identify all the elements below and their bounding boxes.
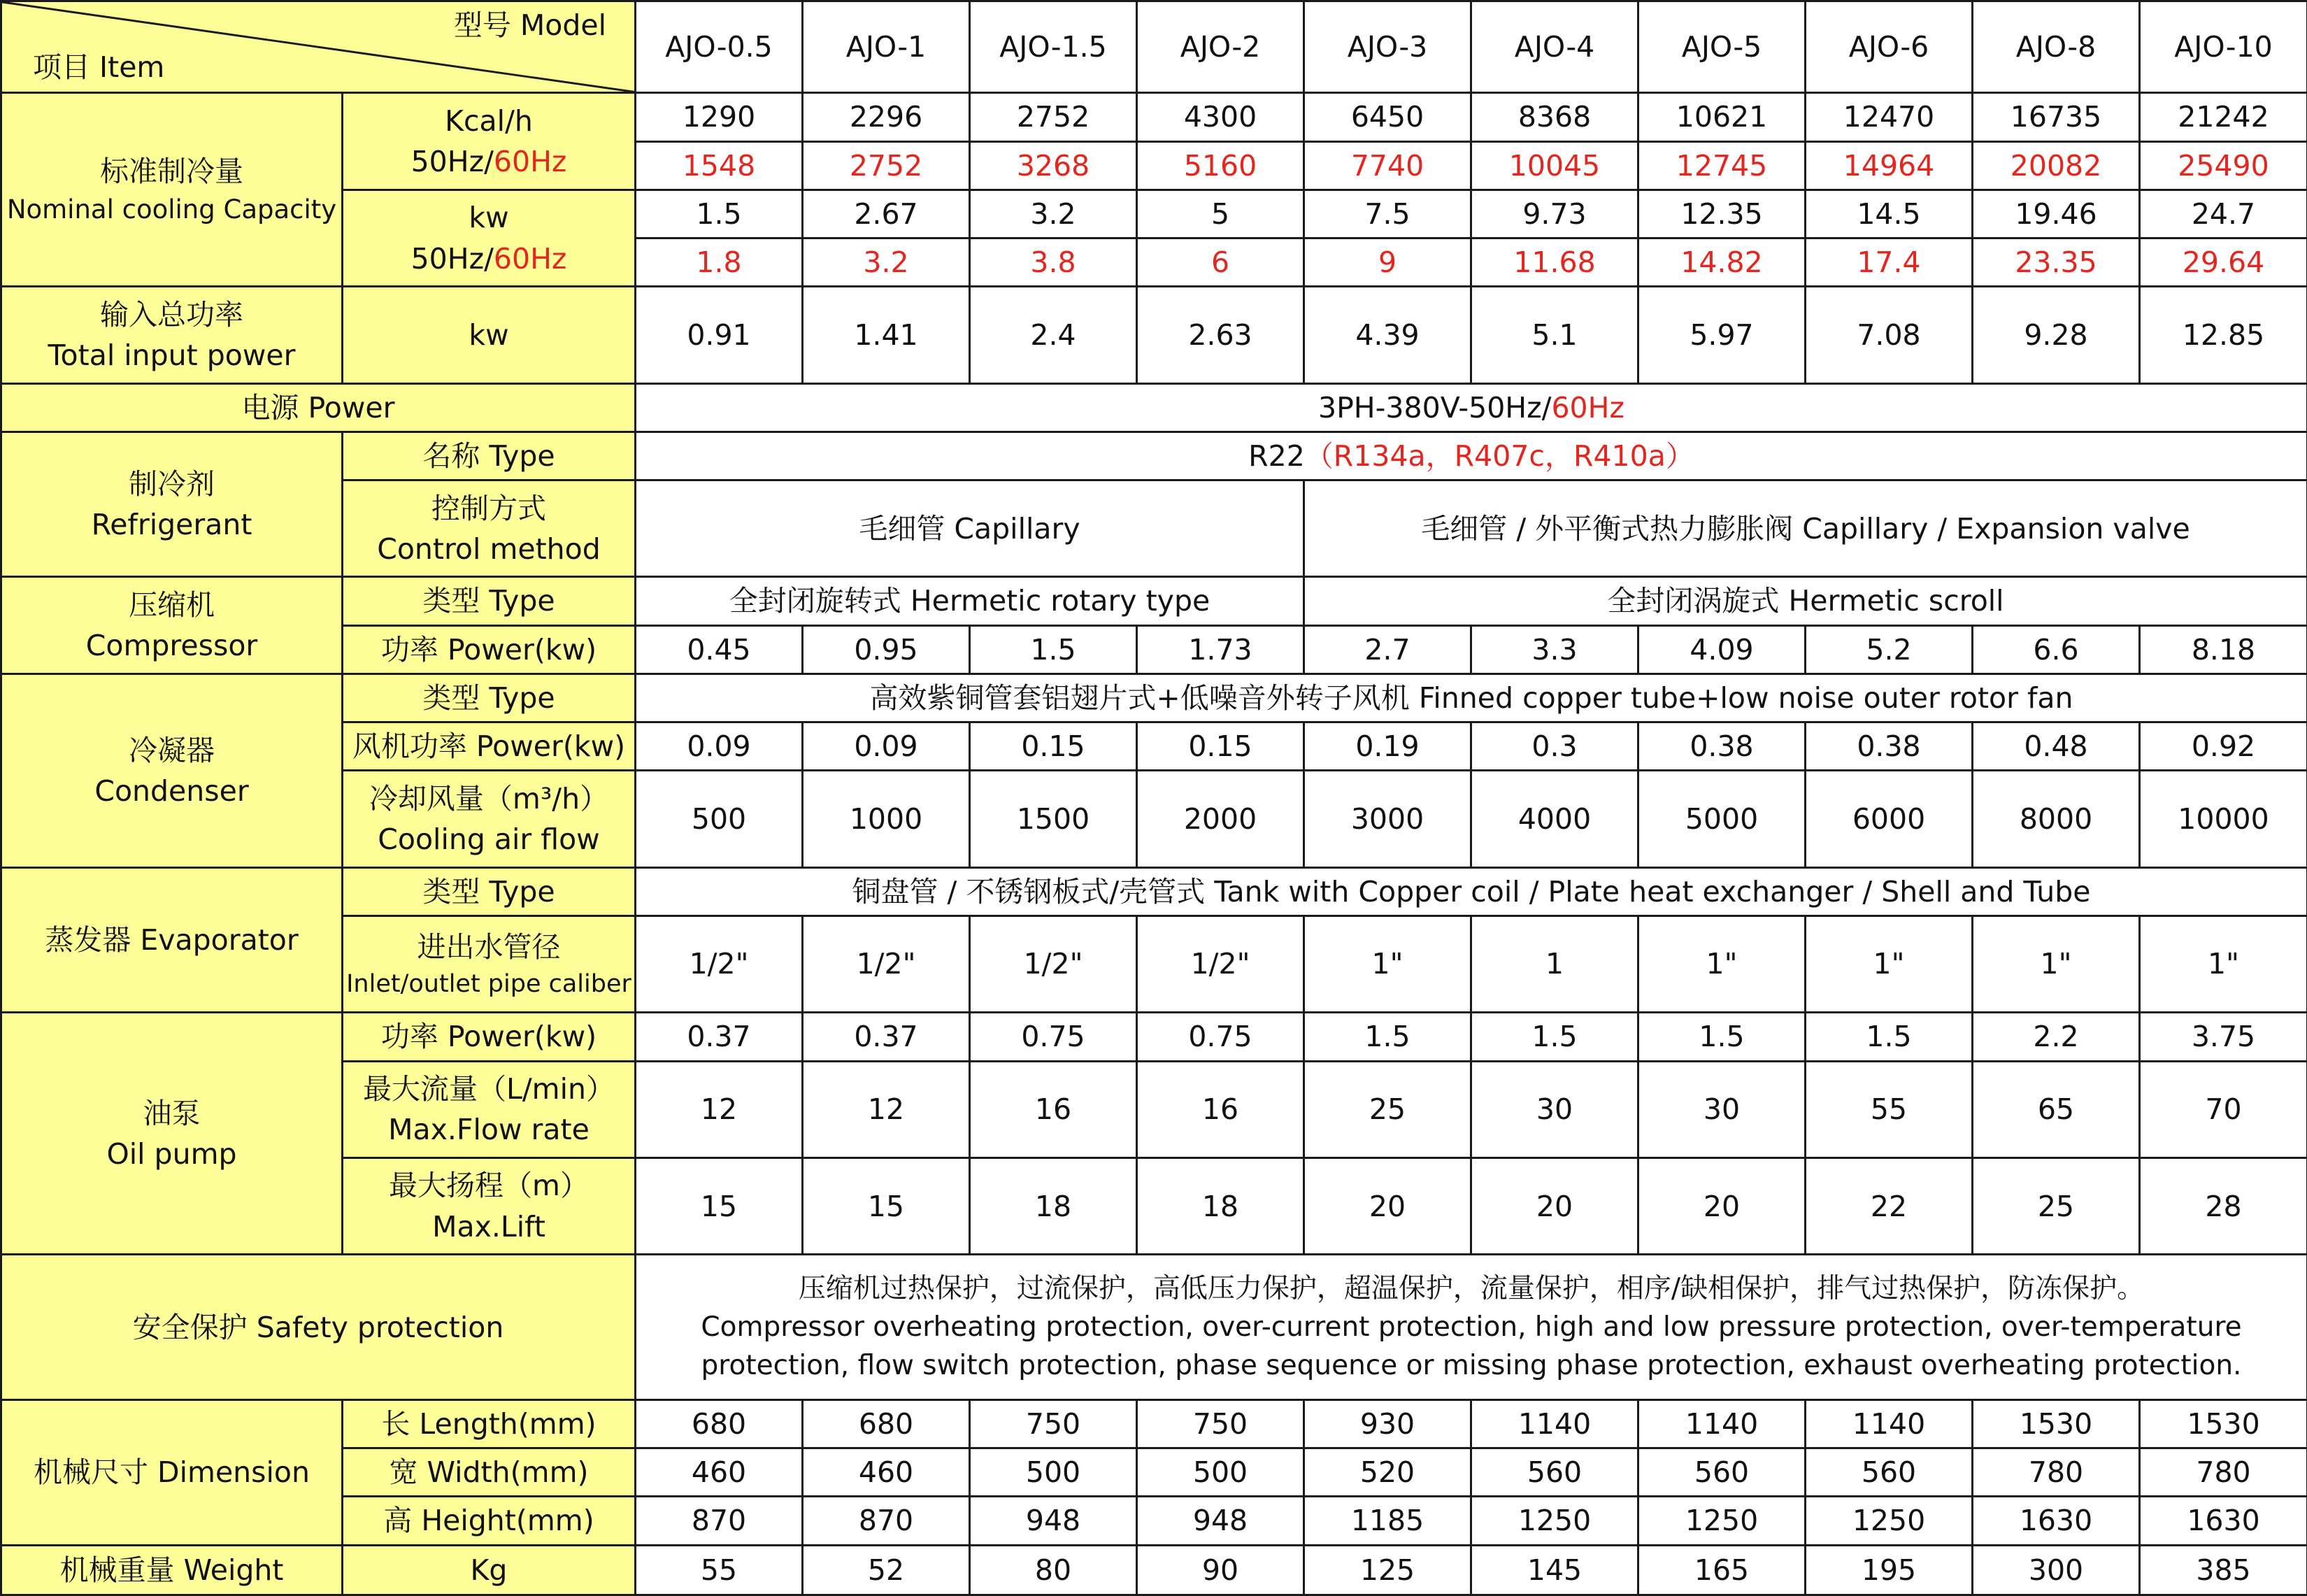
condenser-fan-label: 风机功率 Power(kw) bbox=[343, 722, 636, 771]
model-header: AJO-2 bbox=[1137, 1, 1304, 93]
table-cell: 1.5 bbox=[970, 625, 1137, 674]
input-power-label-cn: 输入总功率 bbox=[100, 297, 243, 332]
table-cell: 5 bbox=[1137, 190, 1304, 238]
table-cell: 15 bbox=[803, 1157, 970, 1254]
model-header: AJO-1 bbox=[803, 1, 970, 93]
table-cell: 500 bbox=[970, 1448, 1137, 1497]
hz50-label: 50Hz/ bbox=[410, 145, 494, 179]
evaporator-type-label: 类型 Type bbox=[343, 867, 636, 915]
condenser-label-cn: 冷凝器 bbox=[129, 733, 215, 767]
table-cell: 1548 bbox=[636, 141, 803, 190]
cooling-kw-unit-cell bbox=[343, 190, 636, 286]
table-cell: 12 bbox=[636, 1061, 803, 1157]
table-cell: 1250 bbox=[1638, 1497, 1806, 1545]
model-header: AJO-4 bbox=[1471, 1, 1638, 93]
model-header: AJO-0.5 bbox=[636, 1, 803, 93]
model-header: AJO-5 bbox=[1638, 1, 1806, 93]
control-method-small: 毛细管 Capillary bbox=[636, 480, 1304, 577]
model-header: AJO-3 bbox=[1304, 1, 1471, 93]
table-cell: 8.18 bbox=[2140, 625, 2307, 674]
table-cell: 28 bbox=[2140, 1157, 2307, 1254]
safety-value bbox=[636, 1255, 2307, 1400]
table-cell: 948 bbox=[1137, 1497, 1304, 1545]
table-cell: 4000 bbox=[1471, 771, 1638, 867]
table-cell: 1530 bbox=[1973, 1399, 2140, 1448]
input-power-row bbox=[1, 287, 2307, 383]
table-cell: 500 bbox=[636, 771, 803, 867]
table-cell: 0.15 bbox=[1137, 722, 1304, 771]
safety-line-en-1: Compressor overheating protection, over-current protection, high and low pressure protection, over-temperature bbox=[701, 1311, 2242, 1343]
table-cell: 1.5 bbox=[1638, 1013, 1806, 1061]
table-cell: 16 bbox=[970, 1061, 1137, 1157]
pipe-caliber-label-cn: 进出水管径 bbox=[417, 929, 561, 964]
table-cell: 1185 bbox=[1304, 1497, 1471, 1545]
model-header: AJO-1.5 bbox=[970, 1, 1137, 93]
table-cell: 5.1 bbox=[1471, 287, 1638, 383]
hz60-label: 60Hz bbox=[493, 145, 567, 179]
table-cell: 1140 bbox=[1471, 1399, 1638, 1448]
refrigerant-control-row bbox=[1, 480, 2307, 577]
safety-line-en-2: protection, flow switch protection, phase sequence or missing phase protection, exhaust overheating protection. bbox=[701, 1350, 2242, 1382]
table-cell: 1140 bbox=[1638, 1399, 1806, 1448]
power-supply-red: 60Hz bbox=[1551, 390, 1624, 425]
control-method-label-en: Control method bbox=[377, 532, 601, 566]
input-power-label bbox=[1, 287, 343, 383]
evaporator-label: 蒸发器 Evaporator bbox=[1, 867, 343, 1013]
table-cell: 1.8 bbox=[636, 238, 803, 287]
table-cell: 29.64 bbox=[2140, 238, 2307, 287]
table-cell: 25490 bbox=[2140, 141, 2307, 190]
width-label: 宽 Width(mm) bbox=[343, 1448, 636, 1497]
table-cell: 560 bbox=[1471, 1448, 1638, 1497]
cooling-air-flow-label-cn: 冷却风量（m³/h） bbox=[369, 781, 609, 815]
oil-pump-power-row bbox=[1, 1013, 2307, 1061]
max-lift-label-en: Max.Lift bbox=[432, 1209, 545, 1244]
table-cell: 1.5 bbox=[636, 190, 803, 238]
power-supply-value bbox=[636, 383, 2307, 432]
table-cell: 30 bbox=[1638, 1061, 1806, 1157]
compressor-label-cn: 压缩机 bbox=[129, 587, 215, 622]
table-cell: 460 bbox=[803, 1448, 970, 1497]
table-cell: 0.37 bbox=[636, 1013, 803, 1061]
table-cell: 1500 bbox=[970, 771, 1137, 867]
cooling-kcal-50-row bbox=[1, 93, 2307, 141]
table-cell: 25 bbox=[1304, 1061, 1471, 1157]
table-cell: 5160 bbox=[1137, 141, 1304, 190]
table-cell: 1250 bbox=[1806, 1497, 1973, 1545]
weight-unit: Kg bbox=[343, 1545, 636, 1595]
cooling-kcal-unit-cell bbox=[343, 93, 636, 190]
table-cell: 1/2" bbox=[1137, 915, 1304, 1012]
dimension-label: 机械尺寸 Dimension bbox=[1, 1399, 343, 1545]
oil-pump-label bbox=[1, 1013, 343, 1255]
table-cell: 9 bbox=[1304, 238, 1471, 287]
header-corner-cell bbox=[1, 1, 636, 93]
table-cell: 3.2 bbox=[803, 238, 970, 287]
cooling-kw-50-row bbox=[1, 190, 2307, 238]
table-cell: 0.19 bbox=[1304, 722, 1471, 771]
max-flow-label bbox=[343, 1061, 636, 1157]
table-cell: 18 bbox=[1137, 1157, 1304, 1254]
table-cell: 2.7 bbox=[1304, 625, 1471, 674]
table-cell: 4.09 bbox=[1638, 625, 1806, 674]
table-cell: 1.73 bbox=[1137, 625, 1304, 674]
table-cell: 11.68 bbox=[1471, 238, 1638, 287]
table-cell: 15 bbox=[636, 1157, 803, 1254]
table-cell: 2752 bbox=[803, 141, 970, 190]
table-cell: 460 bbox=[636, 1448, 803, 1497]
table-cell: 2.63 bbox=[1137, 287, 1304, 383]
evaporator-pipe-row bbox=[1, 915, 2307, 1012]
power-supply-main: 3PH-380V-50Hz/ bbox=[1318, 390, 1552, 425]
table-cell: 780 bbox=[1973, 1448, 2140, 1497]
table-cell: 1.5 bbox=[1806, 1013, 1973, 1061]
table-cell: 6.6 bbox=[1973, 625, 2140, 674]
safety-label: 安全保护 Safety protection bbox=[1, 1255, 636, 1400]
table-cell: 1" bbox=[1806, 915, 1973, 1012]
table-cell: 14.82 bbox=[1638, 238, 1806, 287]
table-cell: 1/2" bbox=[803, 915, 970, 1012]
refrigerant-type-main: R22 bbox=[1248, 439, 1305, 473]
table-cell: 1/2" bbox=[970, 915, 1137, 1012]
compressor-power-label: 功率 Power(kw) bbox=[343, 625, 636, 674]
table-cell: 19.46 bbox=[1973, 190, 2140, 238]
table-cell: 1630 bbox=[2140, 1497, 2307, 1545]
table-cell: 0.75 bbox=[1137, 1013, 1304, 1061]
table-cell: 12.85 bbox=[2140, 287, 2307, 383]
evaporator-type-value: 铜盘管 / 不锈钢板式/壳管式 Tank with Copper coil / Plate heat exchanger / Shell and Tube bbox=[636, 867, 2307, 915]
table-cell: 52 bbox=[803, 1545, 970, 1595]
table-cell: 520 bbox=[1304, 1448, 1471, 1497]
table-cell: 4.39 bbox=[1304, 287, 1471, 383]
table-cell: 21242 bbox=[2140, 93, 2307, 141]
table-cell: 0.48 bbox=[1973, 722, 2140, 771]
table-cell: 560 bbox=[1638, 1448, 1806, 1497]
table-cell: 948 bbox=[970, 1497, 1137, 1545]
table-cell: 2.4 bbox=[970, 287, 1137, 383]
table-cell: 0.38 bbox=[1806, 722, 1973, 771]
model-label: 型号 Model bbox=[453, 8, 606, 42]
table-cell: 5000 bbox=[1638, 771, 1806, 867]
table-cell: 2.2 bbox=[1973, 1013, 2140, 1061]
dimension-height-row bbox=[1, 1497, 2307, 1545]
condenser-fan-row bbox=[1, 722, 2307, 771]
table-cell: 55 bbox=[1806, 1061, 1973, 1157]
table-cell: 0.38 bbox=[1638, 722, 1806, 771]
table-cell: 14.5 bbox=[1806, 190, 1973, 238]
cooling-label-cn: 标准制冷量 bbox=[100, 154, 243, 188]
table-cell: 930 bbox=[1304, 1399, 1471, 1448]
table-cell: 7.08 bbox=[1806, 287, 1973, 383]
cooling-air-flow-label-en: Cooling air flow bbox=[378, 822, 600, 856]
table-cell: 20082 bbox=[1973, 141, 2140, 190]
dimension-width-row bbox=[1, 1448, 2307, 1497]
refrigerant-type-row bbox=[1, 432, 2307, 480]
cooling-kw-unit: kw bbox=[469, 201, 509, 235]
refrigerant-label-en: Refrigerant bbox=[91, 508, 252, 542]
table-cell: 20 bbox=[1304, 1157, 1471, 1254]
table-cell: 30 bbox=[1471, 1061, 1638, 1157]
table-cell: 0.3 bbox=[1471, 722, 1638, 771]
table-cell: 6000 bbox=[1806, 771, 1973, 867]
max-flow-label-cn: 最大流量（L/min） bbox=[363, 1072, 615, 1106]
table-cell: 1" bbox=[1638, 915, 1806, 1012]
safety-line-cn: 压缩机过热保护，过流保护，高低压力保护，超温保护，流量保护，相序/缺相保护，排气过热保护，防冻保护。 bbox=[798, 1272, 2145, 1304]
table-cell: 0.95 bbox=[803, 625, 970, 674]
table-cell: 16735 bbox=[1973, 93, 2140, 141]
table-cell: 1.41 bbox=[803, 287, 970, 383]
compressor-type-row bbox=[1, 577, 2307, 625]
cooling-capacity-label bbox=[1, 93, 343, 287]
table-cell: 9.28 bbox=[1973, 287, 2140, 383]
table-cell: 90 bbox=[1137, 1545, 1304, 1595]
oil-pump-lift-row bbox=[1, 1157, 2307, 1254]
table-cell: 25 bbox=[1973, 1157, 2140, 1254]
compressor-type-small: 全封闭旋转式 Hermetic rotary type bbox=[636, 577, 1304, 625]
table-cell: 3000 bbox=[1304, 771, 1471, 867]
table-cell: 0.15 bbox=[970, 722, 1137, 771]
compressor-label-en: Compressor bbox=[85, 629, 258, 663]
table-cell: 3.75 bbox=[2140, 1013, 2307, 1061]
table-cell: 2752 bbox=[970, 93, 1137, 141]
table-cell: 20 bbox=[1638, 1157, 1806, 1254]
table-cell: 65 bbox=[1973, 1061, 2140, 1157]
control-method-label bbox=[343, 480, 636, 577]
height-label: 高 Height(mm) bbox=[343, 1497, 636, 1545]
refrigerant-label-cn: 制冷剂 bbox=[129, 466, 215, 501]
table-cell: 1.5 bbox=[1471, 1013, 1638, 1061]
compressor-power-row bbox=[1, 625, 2307, 674]
table-cell: 3.8 bbox=[970, 238, 1137, 287]
table-cell: 3.2 bbox=[970, 190, 1137, 238]
table-cell: 3268 bbox=[970, 141, 1137, 190]
table-cell: 1" bbox=[1304, 915, 1471, 1012]
refrigerant-type-alt: （R134a，R407c，R410a） bbox=[1304, 439, 1694, 473]
condenser-type-value: 高效紫铜管套铝翅片式+低噪音外转子风机 Finned copper tube+low noise outer rotor fan bbox=[636, 674, 2307, 722]
table-cell: 2296 bbox=[803, 93, 970, 141]
table-cell: 16 bbox=[1137, 1061, 1304, 1157]
table-cell: 1630 bbox=[1973, 1497, 2140, 1545]
control-method-label-cn: 控制方式 bbox=[431, 491, 546, 525]
table-cell: 1" bbox=[2140, 915, 2307, 1012]
table-cell: 125 bbox=[1304, 1545, 1471, 1595]
table-cell: 8000 bbox=[1973, 771, 2140, 867]
weight-row bbox=[1, 1545, 2307, 1595]
model-header: AJO-6 bbox=[1806, 1, 1973, 93]
model-header: AJO-8 bbox=[1973, 1, 2140, 93]
table-cell: 385 bbox=[2140, 1545, 2307, 1595]
table-cell: 1530 bbox=[2140, 1399, 2307, 1448]
table-cell: 165 bbox=[1638, 1545, 1806, 1595]
table-cell: 680 bbox=[803, 1399, 970, 1448]
table-cell: 780 bbox=[2140, 1448, 2307, 1497]
table-cell: 870 bbox=[636, 1497, 803, 1545]
table-cell: 1.5 bbox=[1304, 1013, 1471, 1061]
table-cell: 0.37 bbox=[803, 1013, 970, 1061]
length-label: 长 Length(mm) bbox=[343, 1399, 636, 1448]
condenser-label-en: Condenser bbox=[94, 774, 249, 808]
table-cell: 17.4 bbox=[1806, 238, 1973, 287]
table-cell: 8368 bbox=[1471, 93, 1638, 141]
input-power-unit: kw bbox=[343, 287, 636, 383]
table-cell: 20 bbox=[1471, 1157, 1638, 1254]
input-power-label-en: Total input power bbox=[48, 338, 296, 372]
power-supply-row bbox=[1, 383, 2307, 432]
table-cell: 4300 bbox=[1137, 93, 1304, 141]
oil-pump-label-en: Oil pump bbox=[106, 1137, 237, 1171]
table-cell: 870 bbox=[803, 1497, 970, 1545]
model-header: AJO-10 bbox=[2140, 1, 2307, 93]
table-cell: 7740 bbox=[1304, 141, 1471, 190]
table-cell: 12745 bbox=[1638, 141, 1806, 190]
max-flow-label-en: Max.Flow rate bbox=[388, 1113, 590, 1147]
table-cell: 2.67 bbox=[803, 190, 970, 238]
table-cell: 0.09 bbox=[803, 722, 970, 771]
table-cell: 12.35 bbox=[1638, 190, 1806, 238]
table-cell: 680 bbox=[636, 1399, 803, 1448]
table-cell: 750 bbox=[1137, 1399, 1304, 1448]
hz50-label: 50Hz/ bbox=[410, 241, 494, 276]
table-cell: 1" bbox=[1973, 915, 2140, 1012]
evaporator-type-row bbox=[1, 867, 2307, 915]
refrigerant-type-label: 名称 Type bbox=[343, 432, 636, 480]
table-cell: 55 bbox=[636, 1545, 803, 1595]
table-cell: 0.09 bbox=[636, 722, 803, 771]
oil-pump-power-label: 功率 Power(kw) bbox=[343, 1013, 636, 1061]
table-cell: 6450 bbox=[1304, 93, 1471, 141]
condenser-type-label: 类型 Type bbox=[343, 674, 636, 722]
cooling-label-en: Nominal cooling Capacity bbox=[6, 194, 337, 225]
table-cell: 10621 bbox=[1638, 93, 1806, 141]
cooling-air-flow-label bbox=[343, 771, 636, 867]
compressor-label bbox=[1, 577, 343, 674]
control-method-large: 毛细管 / 外平衡式热力膨胀阀 Capillary / Expansion valve bbox=[1304, 480, 2307, 577]
weight-label: 机械重量 Weight bbox=[1, 1545, 343, 1595]
table-cell: 1/2" bbox=[636, 915, 803, 1012]
table-cell: 560 bbox=[1806, 1448, 1973, 1497]
table-cell: 10045 bbox=[1471, 141, 1638, 190]
table-cell: 145 bbox=[1471, 1545, 1638, 1595]
table-cell: 5.97 bbox=[1638, 287, 1806, 383]
table-cell: 1140 bbox=[1806, 1399, 1973, 1448]
oil-pump-flow-row bbox=[1, 1061, 2307, 1157]
table-cell: 5.2 bbox=[1806, 625, 1973, 674]
header-row bbox=[1, 1, 2307, 93]
table-cell: 0.91 bbox=[636, 287, 803, 383]
pipe-caliber-label bbox=[343, 915, 636, 1012]
table-cell: 80 bbox=[970, 1545, 1137, 1595]
table-cell: 1290 bbox=[636, 93, 803, 141]
table-cell: 22 bbox=[1806, 1157, 1973, 1254]
condenser-label bbox=[1, 674, 343, 867]
dimension-length-row bbox=[1, 1399, 2307, 1448]
max-lift-label bbox=[343, 1157, 636, 1254]
table-cell: 0.75 bbox=[970, 1013, 1137, 1061]
table-cell: 300 bbox=[1973, 1545, 2140, 1595]
table-cell: 1 bbox=[1471, 915, 1638, 1012]
oil-pump-label-cn: 油泵 bbox=[143, 1096, 201, 1130]
table-cell: 0.45 bbox=[636, 625, 803, 674]
power-supply-label: 电源 Power bbox=[1, 383, 636, 432]
table-cell: 1000 bbox=[803, 771, 970, 867]
table-cell: 195 bbox=[1806, 1545, 1973, 1595]
max-lift-label-cn: 最大扬程（m） bbox=[389, 1169, 589, 1203]
table-cell: 1250 bbox=[1471, 1497, 1638, 1545]
table-cell: 2000 bbox=[1137, 771, 1304, 867]
table-cell: 6 bbox=[1137, 238, 1304, 287]
table-cell: 70 bbox=[2140, 1061, 2307, 1157]
table-cell: 10000 bbox=[2140, 771, 2307, 867]
table-cell: 750 bbox=[970, 1399, 1137, 1448]
pipe-caliber-label-en: Inlet/outlet pipe caliber bbox=[346, 969, 631, 998]
condenser-air-row bbox=[1, 771, 2307, 867]
table-cell: 14964 bbox=[1806, 141, 1973, 190]
hz60-label: 60Hz bbox=[493, 241, 567, 276]
table-cell: 23.35 bbox=[1973, 238, 2140, 287]
table-cell: 12 bbox=[803, 1061, 970, 1157]
table-cell: 9.73 bbox=[1471, 190, 1638, 238]
safety-row bbox=[1, 1255, 2307, 1400]
condenser-type-row bbox=[1, 674, 2307, 722]
table-cell: 12470 bbox=[1806, 93, 1973, 141]
compressor-type-label: 类型 Type bbox=[343, 577, 636, 625]
table-cell: 3.3 bbox=[1471, 625, 1638, 674]
compressor-type-large: 全封闭涡旋式 Hermetic scroll bbox=[1304, 577, 2307, 625]
table-cell: 18 bbox=[970, 1157, 1137, 1254]
item-label: 项目 Item bbox=[33, 50, 165, 85]
table-cell: 24.7 bbox=[2140, 190, 2307, 238]
table-cell: 500 bbox=[1137, 1448, 1304, 1497]
refrigerant-label bbox=[1, 432, 343, 577]
table-cell: 0.92 bbox=[2140, 722, 2307, 771]
cooling-kcal-unit: Kcal/h bbox=[445, 104, 533, 138]
refrigerant-type-value bbox=[636, 432, 2307, 480]
table-cell: 7.5 bbox=[1304, 190, 1471, 238]
